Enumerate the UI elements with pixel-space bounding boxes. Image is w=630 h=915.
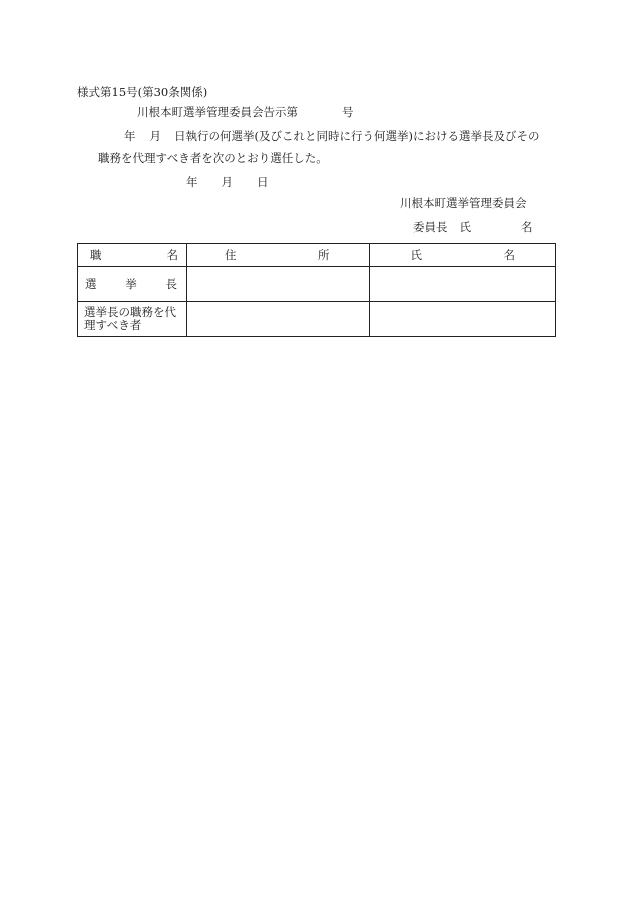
table-row (78, 267, 556, 302)
header-address-a: 住 (224, 248, 237, 262)
name-cell[interactable] (370, 267, 556, 302)
header-address (186, 244, 370, 267)
chairman-line (413, 219, 533, 235)
table-header-row (78, 244, 556, 267)
address-cell[interactable] (186, 302, 370, 337)
notice-suffix: 号 (342, 105, 354, 119)
committee-name: 川根本町選挙管理委員会 (400, 196, 527, 210)
address-cell[interactable] (186, 267, 370, 302)
date-month: 月 (221, 175, 233, 189)
role-char: 長 (165, 277, 177, 291)
body-month: 月 (149, 129, 161, 143)
header-name-a: 氏 (410, 248, 422, 262)
date-line (186, 174, 269, 190)
name-cell[interactable] (370, 302, 556, 337)
role-cell: 選挙長の職務を代理すべき者 (78, 302, 187, 337)
date-year: 年 (186, 175, 198, 189)
notice-prefix: 川根本町選挙管理委員会告示第 (137, 105, 298, 119)
role-cell (78, 267, 187, 302)
header-position-b: 名 (166, 248, 178, 262)
notice-title (137, 104, 354, 120)
header-position (78, 244, 187, 267)
role-char: 挙 (125, 277, 137, 291)
body-line-2: 職務を代理すべき者を次のとおり選任した。 (98, 151, 328, 165)
body-year: 年 (124, 129, 136, 143)
header-name-b: 名 (503, 248, 515, 262)
body-line1-rest: 日執行の何選挙(及びこれと同時に行う何選挙)における選挙長及びその (174, 129, 540, 143)
appointee-table (77, 243, 556, 337)
chairman-name-b: 名 (521, 220, 533, 234)
chairman-name-a: 氏 (459, 220, 471, 234)
role-char: 選 (85, 277, 97, 291)
chairman-title: 委員長 (413, 220, 448, 234)
header-name (370, 244, 556, 267)
form-label: 様式第15号(第30条関係) (77, 85, 208, 99)
body-line-1 (124, 128, 539, 144)
table-row (78, 302, 556, 337)
header-address-b: 所 (317, 248, 330, 262)
date-day: 日 (257, 175, 269, 189)
header-position-a: 職 (90, 248, 102, 262)
